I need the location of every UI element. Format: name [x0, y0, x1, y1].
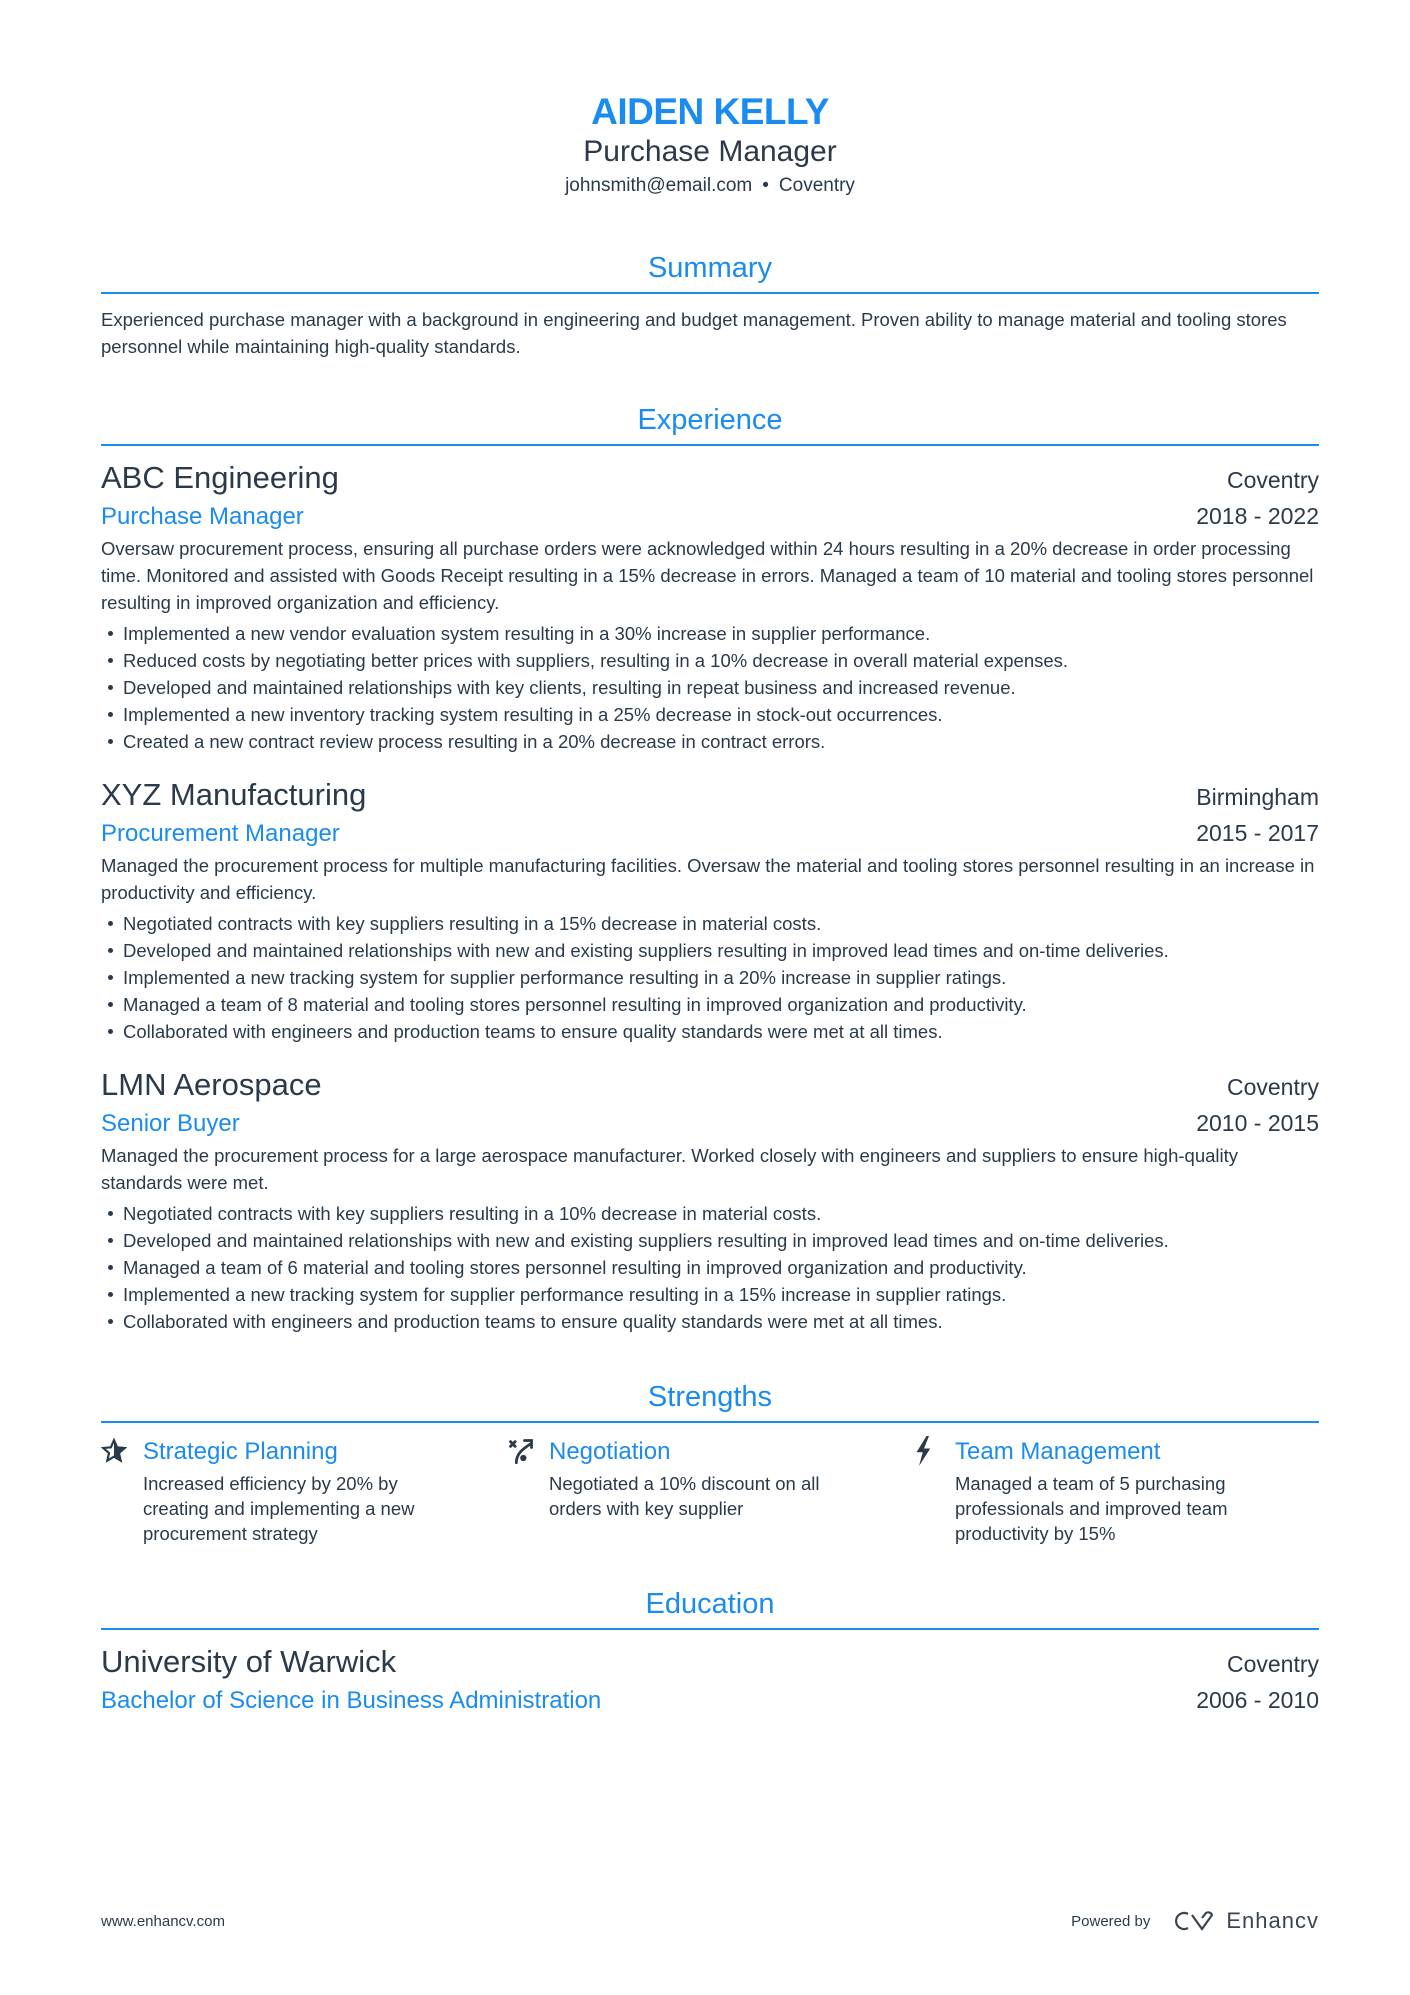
- strength-title: Negotiation: [549, 1438, 671, 1465]
- enhancv-logo-icon: [1172, 1909, 1218, 1933]
- degree: Bachelor of Science in Business Administration: [101, 1687, 602, 1714]
- list-item: Developed and maintained relationships with new and existing suppliers resulting in improved lead times and on-time deliveries.: [101, 937, 1319, 964]
- list-item: Created a new contract review process resulting in a 20% decrease in contract errors.: [101, 728, 1319, 755]
- job-location: Coventry: [1226, 1074, 1319, 1100]
- list-item: Managed a team of 6 material and tooling stores personnel resulting in improved organization and productivity.: [101, 1254, 1319, 1281]
- job-dates: 2010 - 2015: [1196, 1110, 1319, 1136]
- list-item: Implemented a new inventory tracking system resulting in a 25% decrease in stock-out occurrences.: [101, 701, 1319, 728]
- job-role: Purchase Manager: [101, 503, 304, 530]
- star-icon: [101, 1435, 143, 1467]
- job-bullets: [101, 1200, 1319, 1335]
- list-item: Reduced costs by negotiating better prices with suppliers, resulting in a 10% decrease in overall material expenses.: [101, 647, 1319, 674]
- strength-title: Strategic Planning: [143, 1438, 338, 1465]
- resume-page: [101, 0, 1319, 1719]
- strength-description: Increased efficiency by 20% by creating and implementing a new procurement strategy: [143, 1473, 415, 1544]
- contact-line: [101, 172, 1319, 200]
- enhancv-logo[interactable]: [1172, 1908, 1319, 1934]
- powered-by: [1071, 1908, 1319, 1934]
- job-dates: 2018 - 2022: [1196, 503, 1319, 529]
- list-item: Developed and maintained relationships with key clients, resulting in repeat business and increased revenue.: [101, 674, 1319, 701]
- candidate-title: Purchase Manager: [583, 135, 837, 168]
- education-section: [101, 1586, 1319, 1719]
- strength-description: Managed a team of 5 purchasing professionals and improved team productivity by 15%: [955, 1473, 1228, 1544]
- strength-item: [507, 1435, 913, 1546]
- separator: •: [762, 175, 769, 196]
- job-description: Oversaw procurement process, ensuring all purchase orders were acknowledged within 24 hours resulting in a 20% decrease in order processing time. Monitored and assisted with Goods Receipt resulting in a 15% decrease in errors. Managed a team of 10 material and tooling stores personnel resulting in improved organization and efficiency.: [101, 538, 1314, 613]
- job-role: Senior Buyer: [101, 1110, 240, 1137]
- job-bullets: [101, 910, 1319, 1045]
- job-description: Managed the procurement process for a large aerospace manufacturer. Worked closely with engineers and suppliers to ensure high-quality standards were met.: [101, 1145, 1239, 1193]
- education-entry: [101, 1642, 1319, 1719]
- summary-section: [101, 250, 1319, 360]
- company-name: LMN Aerospace: [101, 1067, 322, 1102]
- job-dates: 2015 - 2017: [1196, 820, 1319, 846]
- job-role: Procurement Manager: [101, 820, 340, 847]
- lightning-icon: [913, 1435, 955, 1467]
- school-location: Coventry: [1226, 1651, 1319, 1677]
- company-name: ABC Engineering: [101, 460, 339, 495]
- job-entry: [101, 1065, 1319, 1335]
- strength-item: [101, 1435, 507, 1546]
- experience-section: [101, 402, 1319, 1335]
- list-item: Managed a team of 8 material and tooling stores personnel resulting in improved organization and productivity.: [101, 991, 1319, 1018]
- job-entry: [101, 775, 1319, 1045]
- list-item: Implemented a new tracking system for supplier performance resulting in a 15% increase in supplier ratings.: [101, 1281, 1319, 1308]
- email[interactable]: johnsmith@email.com: [565, 175, 753, 196]
- website-link[interactable]: www.enhancv.com: [101, 1912, 225, 1930]
- strength-item: [913, 1435, 1319, 1546]
- list-item: Collaborated with engineers and production teams to ensure quality standards were met at all times.: [101, 1018, 1319, 1045]
- list-item: Developed and maintained relationships with new and existing suppliers resulting in improved lead times and on-time deliveries.: [101, 1227, 1319, 1254]
- strategy-icon: [507, 1435, 549, 1467]
- candidate-name: AIDEN KELLY: [591, 91, 829, 132]
- list-item: Collaborated with engineers and production teams to ensure quality standards were met at all times.: [101, 1308, 1319, 1335]
- list-item: Negotiated contracts with key suppliers resulting in a 10% decrease in material costs.: [101, 1200, 1319, 1227]
- job-location: Coventry: [1226, 467, 1319, 493]
- strength-title: Team Management: [955, 1438, 1161, 1465]
- location: Coventry: [778, 175, 855, 196]
- powered-by-label: Powered by: [1071, 1912, 1151, 1930]
- school-name: University of Warwick: [101, 1644, 397, 1679]
- resume-header: [101, 90, 1319, 200]
- section-heading: Strengths: [101, 1379, 1319, 1423]
- strength-description: Negotiated a 10% discount on all orders with key supplier: [549, 1473, 820, 1519]
- company-name: XYZ Manufacturing: [101, 777, 367, 812]
- list-item: Negotiated contracts with key suppliers resulting in a 15% decrease in material costs.: [101, 910, 1319, 937]
- strengths-section: [101, 1379, 1319, 1546]
- job-description: Managed the procurement process for multiple manufacturing facilities. Oversaw the material and tooling stores personnel resulting in an increase in productivity and efficiency.: [101, 855, 1315, 903]
- section-heading: Summary: [101, 250, 1319, 294]
- summary-text: Experienced purchase manager with a background in engineering and budget management. Proven ability to manage material and tooling stores personnel while maintaining high-quality standards.: [101, 309, 1287, 357]
- job-bullets: [101, 620, 1319, 755]
- section-heading: Experience: [101, 402, 1319, 446]
- section-heading: Education: [101, 1586, 1319, 1630]
- education-dates: 2006 - 2010: [1196, 1687, 1319, 1713]
- list-item: Implemented a new tracking system for supplier performance resulting in a 20% increase in supplier ratings.: [101, 964, 1319, 991]
- footer: [101, 1908, 1319, 1934]
- brand-name: Enhancv: [1226, 1908, 1319, 1933]
- job-entry: [101, 458, 1319, 755]
- job-location: Birmingham: [1196, 784, 1319, 810]
- list-item: Implemented a new vendor evaluation system resulting in a 30% increase in supplier performance.: [101, 620, 1319, 647]
